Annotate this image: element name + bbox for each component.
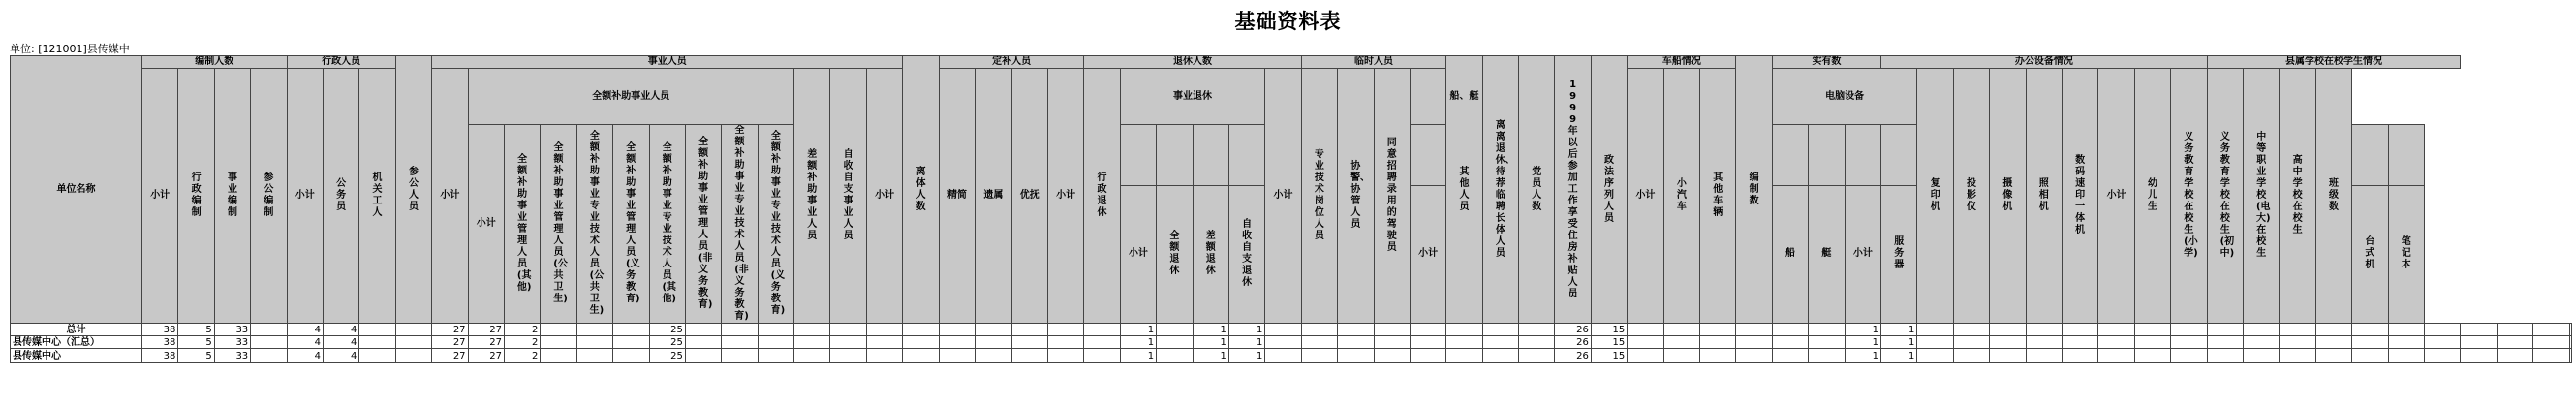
table-cell bbox=[1700, 336, 1736, 349]
table-cell bbox=[758, 324, 793, 336]
table-cell bbox=[2171, 324, 2208, 336]
table-cell bbox=[1736, 324, 1772, 336]
col-lixiu: 离离退休、待荐临聘长体人员 bbox=[1482, 56, 1518, 324]
table-cell bbox=[2134, 349, 2170, 363]
col-liti: 离体人数 bbox=[903, 56, 939, 324]
table-cell bbox=[1157, 349, 1193, 363]
table-cell bbox=[1410, 349, 1445, 363]
table-cell bbox=[395, 349, 431, 363]
table-cell bbox=[1374, 336, 1410, 349]
col-qita: 其他人员 bbox=[1446, 56, 1482, 324]
table-cell bbox=[1809, 336, 1845, 349]
table-cell bbox=[1519, 349, 1555, 363]
table-cell: 38 bbox=[142, 324, 178, 336]
table-cell bbox=[2171, 349, 2208, 363]
table-cell bbox=[939, 349, 975, 363]
table-cell bbox=[1157, 336, 1193, 349]
table-cell bbox=[794, 349, 830, 363]
table-cell: 27 bbox=[468, 336, 504, 349]
table-cell bbox=[1084, 349, 1120, 363]
table-cell bbox=[2244, 349, 2280, 363]
table-cell: 15 bbox=[1591, 324, 1627, 336]
table-cell bbox=[1736, 349, 1772, 363]
table-cell bbox=[359, 349, 395, 363]
table-cell: 1 bbox=[1120, 324, 1156, 336]
table-cell bbox=[685, 324, 721, 336]
table-cell bbox=[1700, 324, 1736, 336]
table-cell: 1 bbox=[1881, 349, 1917, 363]
table-cell bbox=[1301, 349, 1337, 363]
table-cell bbox=[1917, 349, 1953, 363]
table-cell: 1 bbox=[1881, 336, 1917, 349]
table-row bbox=[11, 349, 2572, 363]
table-cell bbox=[2315, 336, 2351, 349]
table-cell bbox=[2533, 349, 2569, 363]
table-cell bbox=[2062, 324, 2097, 336]
table-cell: 2 bbox=[504, 324, 540, 336]
table-cell: 1 bbox=[1193, 324, 1228, 336]
table-cell bbox=[1374, 324, 1410, 336]
table-cell bbox=[722, 336, 758, 349]
table-cell: 2 bbox=[504, 336, 540, 349]
table-cell bbox=[2244, 324, 2280, 336]
col-bianzhishu: 编制数 bbox=[1736, 56, 1772, 324]
table-cell bbox=[2388, 324, 2424, 336]
table-cell bbox=[1809, 349, 1845, 363]
table-cell bbox=[576, 324, 612, 336]
table-cell bbox=[2280, 336, 2315, 349]
group-xuesheng: 县属学校在校学生情况 bbox=[2207, 56, 2461, 69]
table-cell bbox=[359, 336, 395, 349]
table-cell bbox=[2207, 324, 2243, 336]
table-cell: 27 bbox=[468, 349, 504, 363]
table-cell: 5 bbox=[178, 349, 214, 363]
table-cell: 5 bbox=[178, 336, 214, 349]
table-cell bbox=[2461, 324, 2497, 336]
table-cell bbox=[1265, 349, 1301, 363]
table-cell bbox=[1663, 336, 1699, 349]
table-cell bbox=[1446, 324, 1482, 336]
table-cell bbox=[1953, 336, 1989, 349]
table-cell bbox=[2388, 336, 2424, 349]
group-chuanting: 船、艇 bbox=[1410, 69, 1518, 125]
row-unit-name: 县传媒中心 bbox=[11, 349, 142, 363]
table-cell bbox=[2425, 336, 2461, 349]
table-cell bbox=[1736, 336, 1772, 349]
table-cell bbox=[2098, 336, 2134, 349]
table-cell bbox=[395, 336, 431, 349]
table-cell bbox=[1301, 336, 1337, 349]
group-dingbu: 定补人员 bbox=[939, 56, 1084, 69]
table-cell: 26 bbox=[1555, 324, 1591, 336]
table-cell bbox=[1953, 349, 1989, 363]
table-row bbox=[11, 324, 2572, 336]
table-cell bbox=[1990, 349, 2026, 363]
group-diannao: 电脑设备 bbox=[1772, 69, 1917, 125]
table-cell: 4 bbox=[323, 324, 358, 336]
table-cell bbox=[794, 324, 830, 336]
table-cell: 2 bbox=[504, 349, 540, 363]
table-cell bbox=[395, 324, 431, 336]
table-row bbox=[11, 336, 2572, 349]
table-cell bbox=[1663, 349, 1699, 363]
table-cell: 4 bbox=[287, 324, 323, 336]
group-bangong: 办公设备情况 bbox=[1881, 56, 2208, 69]
group-shiye-tuixiu: 事业退休 bbox=[1120, 69, 1265, 125]
table-cell: 26 bbox=[1555, 336, 1591, 349]
row-unit-name: 总计 bbox=[11, 324, 142, 336]
table-cell bbox=[1917, 324, 1953, 336]
table-cell bbox=[2533, 324, 2569, 336]
table-cell bbox=[541, 336, 576, 349]
table-cell bbox=[2207, 336, 2243, 349]
table-cell bbox=[2497, 336, 2532, 349]
table-cell: 1 bbox=[1845, 336, 1880, 349]
table-cell: 1 bbox=[1193, 336, 1228, 349]
table-cell bbox=[830, 349, 866, 363]
table-cell bbox=[976, 349, 1011, 363]
table-cell bbox=[613, 324, 649, 336]
table-cell bbox=[1772, 349, 1808, 363]
unit-label: 单位: [121001]县传媒中 bbox=[10, 43, 130, 55]
table-cell bbox=[1990, 324, 2026, 336]
table-cell bbox=[2026, 349, 2062, 363]
table-cell: 38 bbox=[142, 349, 178, 363]
table-cell bbox=[939, 324, 975, 336]
table-cell bbox=[1338, 349, 1374, 363]
table-cell bbox=[1519, 324, 1555, 336]
table-cell bbox=[1301, 324, 1337, 336]
table-cell bbox=[2425, 349, 2461, 363]
table-cell bbox=[2280, 324, 2315, 336]
table-cell bbox=[2569, 336, 2571, 349]
col-unit-name: 单位名称 bbox=[11, 56, 142, 324]
table-cell bbox=[866, 336, 903, 349]
table-cell bbox=[1374, 349, 1410, 363]
group-chechuan: 车船情况 bbox=[1628, 56, 1736, 69]
table-cell bbox=[1410, 336, 1445, 349]
table-cell bbox=[1410, 324, 1445, 336]
table-cell bbox=[1446, 349, 1482, 363]
table-cell bbox=[1628, 324, 1663, 336]
table-cell bbox=[576, 336, 612, 349]
table-cell bbox=[1809, 324, 1845, 336]
table-cell bbox=[1628, 336, 1663, 349]
table-cell: 33 bbox=[214, 349, 250, 363]
table-cell bbox=[722, 349, 758, 363]
table-cell bbox=[2352, 349, 2388, 363]
table-cell bbox=[1628, 349, 1663, 363]
table-cell bbox=[2134, 336, 2170, 349]
group-bianzhi: 编制人数 bbox=[142, 56, 288, 69]
table-cell bbox=[541, 349, 576, 363]
table-cell bbox=[939, 336, 975, 349]
table-cell: 27 bbox=[468, 324, 504, 336]
table-cell bbox=[903, 324, 939, 336]
table-cell bbox=[2352, 336, 2388, 349]
table-cell bbox=[794, 336, 830, 349]
table-cell bbox=[903, 336, 939, 349]
table-cell bbox=[613, 349, 649, 363]
table-cell bbox=[685, 336, 721, 349]
table-cell bbox=[1011, 349, 1047, 363]
table-cell bbox=[685, 349, 721, 363]
table-cell bbox=[903, 349, 939, 363]
table-cell bbox=[758, 336, 793, 349]
table-cell: 25 bbox=[649, 336, 685, 349]
table-cell bbox=[251, 349, 287, 363]
table-cell bbox=[1446, 336, 1482, 349]
table-cell bbox=[866, 324, 903, 336]
table-cell bbox=[2098, 349, 2134, 363]
table-cell: 4 bbox=[287, 349, 323, 363]
table-cell bbox=[1772, 336, 1808, 349]
group-tuixiu: 退休人数 bbox=[1084, 56, 1301, 69]
report-title: 基础资料表 bbox=[1234, 9, 1342, 33]
table-cell bbox=[1338, 336, 1374, 349]
table-cell: 38 bbox=[142, 336, 178, 349]
table-cell bbox=[758, 349, 793, 363]
table-cell bbox=[1265, 336, 1301, 349]
group-shiyou: 实有数 bbox=[1772, 56, 1880, 69]
table-cell bbox=[830, 336, 866, 349]
table-cell: 26 bbox=[1555, 349, 1591, 363]
table-cell: 1 bbox=[1193, 349, 1228, 363]
table-cell bbox=[251, 336, 287, 349]
table-cell bbox=[976, 336, 1011, 349]
basic-info-table: 单位名称 编制人数 行政人员 参公人员 事业人员 离体人数 定补人员 退休人数 临时人员 其他人员 离离退休、待荐临聘长体人员 党员人数 1999年以后参加工作享受住房补贴人员 政法序列人员 车船情况 编制数 实有数 办公设备情况 县属学校在校学生情况 小计 行政编制 事业编制 参公编制 小计 公务员 机关工人 小计 全额补助事业人员 差额补助事业人员 自收自支事业人员 小计 精简 遗属 优抚 小计 行政退休 事业退休 小计 专业技术岗位人员 协警、协管人员 同意招聘录用的驾驶员 船、艇 小计 小汽车 其他车辆 电脑设备 复印机 投影仪 摄像机 照相机 数码速印一体机 小计 幼儿生 义务教育学校在校生(小学) 义务教育学校在校生(初中) 中等职业学校(电大)在校生 高中学校在校生 班级数 小计 全额补助事业管理人员(其他) 全额补助事业管理人员(公共卫生) 全额补助事业专业技术人员(公共卫生) 全额补助事业管理人员(义务教育) 全额补助事业专业技术人员(其他) 全额补助事业管理人员(非义务教育) 全额补助事业专业技术人员(非义务教育) 全额补助事业专业技术人员(义务教育) 小计 全额退休 差额退休 自收自支退休 小计 船 艇 小计 服务器 台式机 笔记本 总计 38 5 33 4 4 27 27 2 25 1 1 1 26 15 1 1 县传媒中心（汇总） 38 5 33 4 4 27 27 2 25 1 1 1 26 15 1 1 县传媒中心 38 5 33 4 4 27 27 2 25 1 1 1 26 15 1 1 bbox=[10, 55, 2572, 363]
table-cell bbox=[251, 324, 287, 336]
table-cell: 27 bbox=[432, 349, 468, 363]
table-cell bbox=[1084, 324, 1120, 336]
table-cell bbox=[1011, 324, 1047, 336]
table-cell bbox=[1519, 336, 1555, 349]
table-cell: 33 bbox=[214, 336, 250, 349]
col-dangyuan: 党员人数 bbox=[1519, 56, 1555, 324]
table-cell: 27 bbox=[432, 336, 468, 349]
table-cell bbox=[2062, 336, 2097, 349]
col-canggong: 参公人员 bbox=[395, 56, 431, 324]
col-zhengfa: 政法序列人员 bbox=[1591, 56, 1627, 324]
table-cell: 33 bbox=[214, 324, 250, 336]
group-linshi: 临时人员 bbox=[1301, 56, 1446, 69]
table-cell: 4 bbox=[323, 336, 358, 349]
table-cell: 1 bbox=[1845, 349, 1880, 363]
table-cell bbox=[2461, 336, 2497, 349]
table-cell bbox=[2134, 324, 2170, 336]
table-cell bbox=[2569, 324, 2571, 336]
table-cell: 1 bbox=[1228, 324, 1264, 336]
table-cell: 27 bbox=[432, 324, 468, 336]
table-cell bbox=[1338, 324, 1374, 336]
table-cell: 1 bbox=[1228, 349, 1264, 363]
table-cell bbox=[1047, 336, 1083, 349]
table-cell bbox=[1047, 349, 1083, 363]
table-cell bbox=[2497, 349, 2532, 363]
table-cell bbox=[1482, 324, 1518, 336]
row-unit-name: 县传媒中心（汇总） bbox=[11, 336, 142, 349]
table-cell bbox=[2098, 324, 2134, 336]
table-cell: 15 bbox=[1591, 349, 1627, 363]
table-cell bbox=[576, 349, 612, 363]
table-cell: 1 bbox=[1881, 324, 1917, 336]
table-cell bbox=[613, 336, 649, 349]
table-cell bbox=[1772, 324, 1808, 336]
group-xingzheng: 行政人员 bbox=[287, 56, 395, 69]
table-cell bbox=[2533, 336, 2569, 349]
table-cell: 1 bbox=[1120, 336, 1156, 349]
col-1999: 1999年以后参加工作享受住房补贴人员 bbox=[1555, 56, 1591, 324]
table-cell bbox=[976, 324, 1011, 336]
table-cell: 1 bbox=[1845, 324, 1880, 336]
table-cell bbox=[2425, 324, 2461, 336]
table-cell bbox=[1084, 336, 1120, 349]
table-cell bbox=[2497, 324, 2532, 336]
table-cell: 25 bbox=[649, 324, 685, 336]
table-cell bbox=[830, 324, 866, 336]
table-cell bbox=[722, 324, 758, 336]
table-cell bbox=[1953, 324, 1989, 336]
table-cell bbox=[1157, 324, 1193, 336]
table-cell bbox=[1482, 336, 1518, 349]
table-cell bbox=[2315, 349, 2351, 363]
table-cell bbox=[1990, 336, 2026, 349]
table-cell bbox=[2315, 324, 2351, 336]
table-cell: 25 bbox=[649, 349, 685, 363]
table-cell bbox=[1663, 324, 1699, 336]
table-cell bbox=[1482, 349, 1518, 363]
table-cell: 5 bbox=[178, 324, 214, 336]
table-cell bbox=[1917, 336, 1953, 349]
table-cell bbox=[2026, 336, 2062, 349]
table-cell bbox=[2569, 349, 2571, 363]
table-cell bbox=[866, 349, 903, 363]
table-cell bbox=[359, 324, 395, 336]
table-cell: 4 bbox=[287, 336, 323, 349]
table-cell bbox=[2207, 349, 2243, 363]
table-cell bbox=[2461, 349, 2497, 363]
table-cell: 4 bbox=[323, 349, 358, 363]
group-shiye: 事业人员 bbox=[432, 56, 903, 69]
table-cell bbox=[2388, 349, 2424, 363]
table-cell bbox=[541, 324, 576, 336]
table-cell bbox=[1047, 324, 1083, 336]
table-cell: 1 bbox=[1228, 336, 1264, 349]
table-cell bbox=[2244, 336, 2280, 349]
table-cell bbox=[1700, 349, 1736, 363]
table-cell bbox=[2280, 349, 2315, 363]
table-cell bbox=[1265, 324, 1301, 336]
table-cell bbox=[2352, 324, 2388, 336]
table-cell bbox=[2062, 349, 2097, 363]
table-cell bbox=[2171, 336, 2208, 349]
group-quan-e: 全额补助事业人员 bbox=[468, 69, 794, 125]
table-cell: 1 bbox=[1120, 349, 1156, 363]
table-cell bbox=[1011, 336, 1047, 349]
table-cell: 15 bbox=[1591, 336, 1627, 349]
table-cell bbox=[2026, 324, 2062, 336]
